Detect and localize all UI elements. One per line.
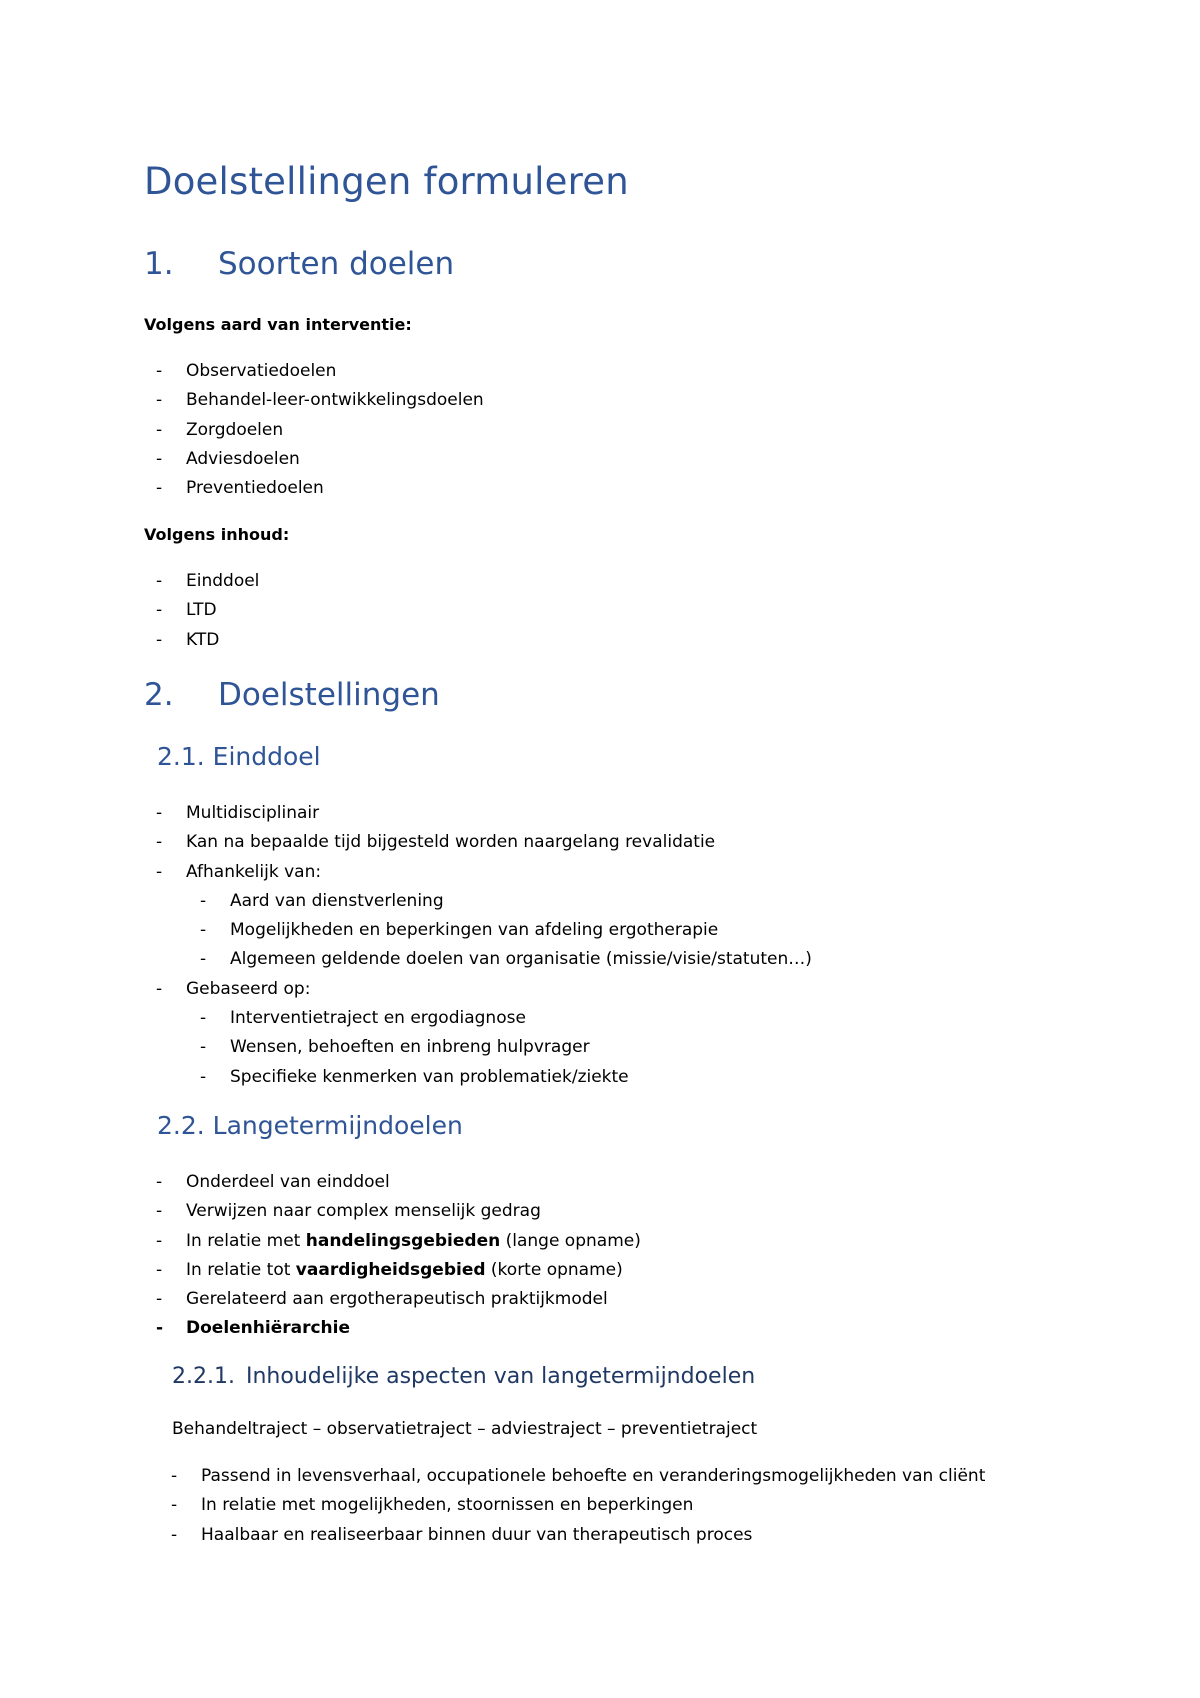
list-einddoel — [156, 799, 812, 1092]
list-item: - Gebaseerd op: — [156, 978, 311, 999]
list-item: - Einddoel — [156, 571, 260, 591]
heading-inhoudelijke-aspecten: 2.2.1. Inhoudelijke aspecten van langetermijndoelen — [172, 1364, 756, 1389]
list-item: - Observatiedoelen — [156, 361, 337, 381]
heading-doelstellingen: 2. Doelstellingen — [144, 677, 440, 713]
list-item: - Onderdeel van einddoel — [156, 1172, 390, 1192]
list-subitem: - Wensen, behoeften en inbreng hulpvrager — [200, 1037, 590, 1058]
document-title: Doelstellingen formuleren — [144, 160, 629, 203]
list-item: - Zorgdoelen — [156, 419, 284, 440]
list-item: - Behandel-leer-ontwikkelingsdoelen — [156, 390, 484, 411]
list-item: - Multidisciplinair — [156, 803, 320, 823]
list-item: - Haalbaar en realiseerbaar binnen duur van therapeutisch proces — [171, 1524, 753, 1545]
list-subitem: - Specifieke kenmerken van problematiek/ziekte — [200, 1066, 629, 1087]
list-item: - In relatie met handelingsgebieden (lange opname) — [156, 1230, 641, 1251]
list-item: - LTD — [156, 600, 217, 621]
label-volgens-aard: Volgens aard van interventie: — [144, 315, 412, 334]
heading-einddoel: 2.1. Einddoel — [157, 742, 321, 771]
traject-line: Behandeltraject – observatietraject – adviestraject – preventietraject — [172, 1419, 758, 1439]
list-subitem: - Interventietraject en ergodiagnose — [200, 1008, 526, 1029]
list-inhoudelijke-aspecten — [171, 1462, 986, 1550]
list-item: - Gerelateerd aan ergotherapeutisch praktijkmodel — [156, 1289, 608, 1310]
list-item: - KTD — [156, 629, 220, 650]
list-item: - Verwijzen naar complex menselijk gedrag — [156, 1201, 541, 1222]
list-aard-van-interventie — [156, 357, 484, 503]
list-item: - Passend in levensverhaal, occupationele behoefte en veranderingsmogelijkheden van cliënt — [171, 1466, 986, 1486]
list-item: - Kan na bepaalde tijd bijgesteld worden naargelang revalidatie — [156, 832, 716, 853]
list-subitem: - Algemeen geldende doelen van organisatie (missie/visie/statuten…) — [200, 949, 812, 970]
list-item: - In relatie met mogelijkheden, stoornissen en beperkingen — [171, 1495, 694, 1516]
list-langetermijndoelen — [156, 1168, 641, 1344]
list-item: - Doelenhiërarchie — [156, 1318, 351, 1339]
list-inhoud — [156, 567, 260, 655]
list-subitem: - Aard van dienstverlening — [200, 890, 444, 911]
list-item: - Adviesdoelen — [156, 448, 300, 469]
heading-soorten-doelen: 1. Soorten doelen — [144, 246, 455, 282]
heading-langetermijndoelen: 2.2. Langetermijndoelen — [157, 1111, 463, 1140]
list-item: - Preventiedoelen — [156, 478, 324, 499]
list-item: - In relatie tot vaardigheidsgebied (korte opname) — [156, 1259, 623, 1280]
label-volgens-inhoud: Volgens inhoud: — [144, 525, 290, 544]
list-item: - Afhankelijk van: — [156, 861, 322, 882]
list-subitem: - Mogelijkheden en beperkingen van afdeling ergotherapie — [200, 920, 719, 941]
